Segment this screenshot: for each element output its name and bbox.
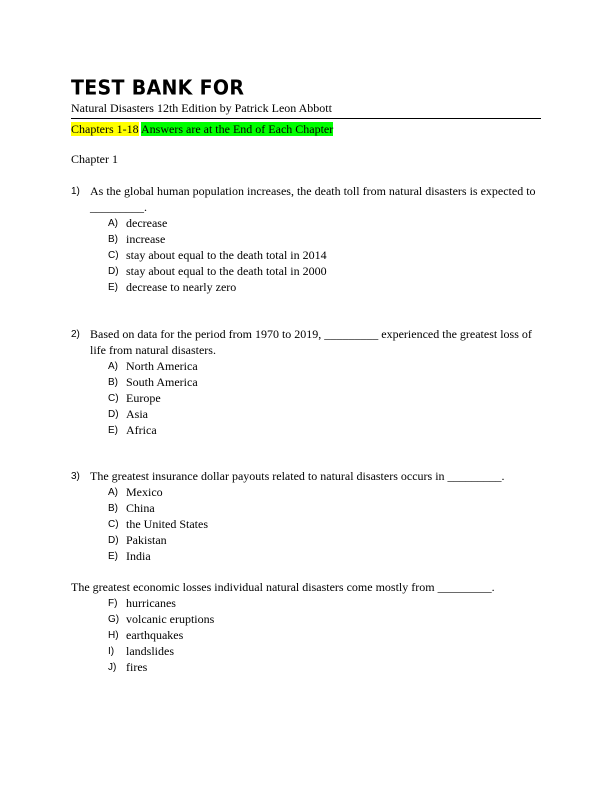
option-letter: A) <box>108 361 118 372</box>
header-rule <box>71 118 541 119</box>
option-text: the United States <box>126 517 208 531</box>
question-stem <box>71 468 541 484</box>
question-text: The greatest economic losses individual natural disasters come mostly from _________. <box>71 580 495 594</box>
option-letter: B) <box>108 377 118 388</box>
option-text: Europe <box>126 391 161 405</box>
option-text: China <box>126 501 155 515</box>
option-letter: A) <box>108 218 118 229</box>
chapter-heading: Chapter 1 <box>71 152 118 166</box>
option-letter: C) <box>108 250 119 261</box>
option-letter: J) <box>108 662 117 673</box>
answers-note-highlight: Answers are at the End of Each Chapter <box>141 122 334 136</box>
answer-option <box>71 595 541 611</box>
answer-options <box>71 215 541 295</box>
option-letter: C) <box>108 393 119 404</box>
answer-option <box>71 406 541 422</box>
option-text: stay about equal to the death total in 2000 <box>126 264 327 278</box>
answer-options <box>71 358 541 438</box>
answer-option <box>71 627 541 643</box>
question-2 <box>71 326 541 438</box>
answer-option <box>71 548 541 564</box>
answer-options <box>71 484 541 564</box>
option-letter: A) <box>108 487 118 498</box>
option-letter: G) <box>108 614 120 625</box>
option-text: Africa <box>126 423 157 437</box>
answer-option <box>71 643 541 659</box>
option-letter: I) <box>108 646 115 657</box>
answer-option <box>71 263 541 279</box>
option-text: increase <box>126 232 166 246</box>
option-letter: D) <box>108 409 119 420</box>
option-letter: E) <box>108 551 118 562</box>
answer-option <box>71 500 541 516</box>
question-4 <box>71 579 541 675</box>
option-text: hurricanes <box>126 596 176 610</box>
answer-option <box>71 231 541 247</box>
question-text: As the global human population increases, the death toll from natural disasters is expected to _________. <box>90 184 536 214</box>
answer-option <box>71 358 541 374</box>
option-text: volcanic eruptions <box>126 612 215 626</box>
answer-option <box>71 390 541 406</box>
answer-option <box>71 611 541 627</box>
question-number: 1) <box>71 186 80 197</box>
answer-option <box>71 215 541 231</box>
chapters-range-highlight: Chapters 1-18 <box>71 122 139 136</box>
answer-option <box>71 279 541 295</box>
option-text: decrease to nearly zero <box>126 280 237 294</box>
option-text: Asia <box>126 407 148 421</box>
option-letter: E) <box>108 425 118 436</box>
answer-options <box>71 595 541 675</box>
option-text: decrease <box>126 216 168 230</box>
option-text: India <box>126 549 151 563</box>
answer-option <box>71 374 541 390</box>
option-letter: H) <box>108 630 119 641</box>
answer-option <box>71 247 541 263</box>
question-text: Based on data for the period from 1970 to 2019, _________ experienced the greatest loss of life from natural disasters. <box>90 327 532 357</box>
question-text: The greatest insurance dollar payouts related to natural disasters occurs in _________. <box>90 469 505 483</box>
option-text: stay about equal to the death total in 2014 <box>126 248 327 262</box>
document-title: TEST BANK FOR <box>71 76 245 100</box>
option-letter: D) <box>108 535 119 546</box>
option-text: North America <box>126 359 198 373</box>
option-letter: C) <box>108 519 119 530</box>
question-stem <box>71 326 541 358</box>
option-text: Pakistan <box>126 533 167 547</box>
question-number: 3) <box>71 471 80 482</box>
answer-option <box>71 422 541 438</box>
option-text: fires <box>126 660 148 674</box>
question-number: 2) <box>71 329 80 340</box>
option-text: Mexico <box>126 485 163 499</box>
option-letter: D) <box>108 266 119 277</box>
option-letter: B) <box>108 503 118 514</box>
answer-option <box>71 484 541 500</box>
chapters-line <box>71 122 333 137</box>
question-stem <box>71 183 541 215</box>
answer-option <box>71 516 541 532</box>
option-letter: E) <box>108 282 118 293</box>
answer-option <box>71 532 541 548</box>
option-text: earthquakes <box>126 628 184 642</box>
answer-option <box>71 659 541 675</box>
question-1 <box>71 183 541 295</box>
question-3 <box>71 468 541 564</box>
option-text: South America <box>126 375 198 389</box>
option-letter: F) <box>108 598 118 609</box>
book-subtitle: Natural Disasters 12th Edition by Patrick Leon Abbott <box>71 101 332 115</box>
option-text: landslides <box>126 644 174 658</box>
option-letter: B) <box>108 234 118 245</box>
question-stem <box>71 579 541 595</box>
